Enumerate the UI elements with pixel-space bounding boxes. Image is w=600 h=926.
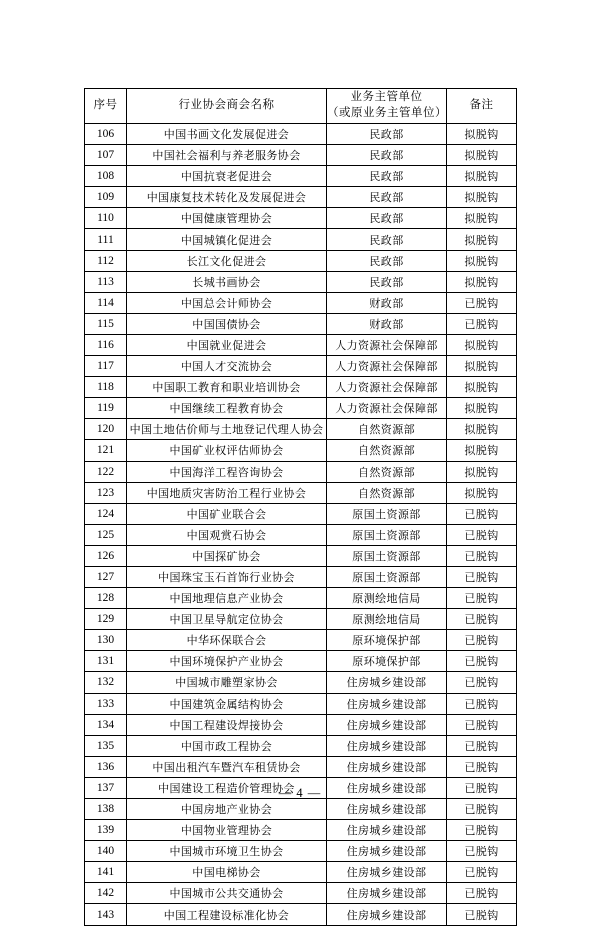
cell-note: 拟脱钩	[447, 145, 517, 166]
cell-note: 已脱钩	[447, 588, 517, 609]
column-header-name: 行业协会商会名称	[127, 89, 327, 124]
cell-no: 115	[85, 313, 127, 334]
cell-dept: 自然资源部	[327, 440, 447, 461]
table-body	[85, 124, 517, 926]
cell-note: 拟脱钩	[447, 334, 517, 355]
cell-note: 拟脱钩	[447, 377, 517, 398]
table-row	[85, 862, 517, 883]
cell-note: 拟脱钩	[447, 187, 517, 208]
cell-no: 137	[85, 777, 127, 798]
table-row	[85, 419, 517, 440]
cell-dept: 原国土资源部	[327, 503, 447, 524]
cell-no: 127	[85, 566, 127, 587]
cell-dept: 原环境保护部	[327, 630, 447, 651]
table-row	[85, 398, 517, 419]
cell-note: 已脱钩	[447, 524, 517, 545]
table-row	[85, 735, 517, 756]
cell-no: 143	[85, 904, 127, 925]
cell-name: 中国电梯协会	[127, 862, 327, 883]
cell-name: 中国卫星导航定位协会	[127, 609, 327, 630]
cell-dept: 住房城乡建设部	[327, 756, 447, 777]
table-row	[85, 250, 517, 271]
cell-dept: 人力资源社会保障部	[327, 334, 447, 355]
cell-dept: 住房城乡建设部	[327, 735, 447, 756]
cell-note: 已脱钩	[447, 904, 517, 925]
cell-name: 中国就业促进会	[127, 334, 327, 355]
table-row	[85, 271, 517, 292]
cell-note: 拟脱钩	[447, 124, 517, 145]
cell-no: 112	[85, 250, 127, 271]
cell-dept: 住房城乡建设部	[327, 714, 447, 735]
table-row	[85, 693, 517, 714]
cell-note: 拟脱钩	[447, 166, 517, 187]
table-row	[85, 756, 517, 777]
cell-dept: 住房城乡建设部	[327, 841, 447, 862]
cell-no: 108	[85, 166, 127, 187]
table-row	[85, 545, 517, 566]
cell-name: 中国城市环境卫生协会	[127, 841, 327, 862]
table-row	[85, 145, 517, 166]
cell-no: 129	[85, 609, 127, 630]
cell-no: 114	[85, 292, 127, 313]
cell-no: 109	[85, 187, 127, 208]
cell-note: 已脱钩	[447, 820, 517, 841]
table-row	[85, 440, 517, 461]
cell-name: 中国康复技术转化及发展促进会	[127, 187, 327, 208]
cell-note: 已脱钩	[447, 630, 517, 651]
table-row	[85, 841, 517, 862]
cell-name: 中国矿业权评估师协会	[127, 440, 327, 461]
cell-dept: 原测绘地信局	[327, 588, 447, 609]
cell-note: 已脱钩	[447, 313, 517, 334]
cell-no: 113	[85, 271, 127, 292]
table-row	[85, 461, 517, 482]
cell-name: 中国城市雕塑家协会	[127, 672, 327, 693]
page-number: — 4 —	[278, 786, 322, 800]
cell-name: 中国地质灾害防治工程行业协会	[127, 482, 327, 503]
cell-name: 中国抗衰老促进会	[127, 166, 327, 187]
cell-no: 138	[85, 799, 127, 820]
cell-dept: 民政部	[327, 124, 447, 145]
cell-dept: 住房城乡建设部	[327, 777, 447, 798]
cell-no: 122	[85, 461, 127, 482]
cell-name: 中国工程建设标准化协会	[127, 904, 327, 925]
cell-name: 中国城市公共交通协会	[127, 883, 327, 904]
cell-name: 中国珠宝玉石首饰行业协会	[127, 566, 327, 587]
table-row	[85, 503, 517, 524]
cell-note: 已脱钩	[447, 714, 517, 735]
cell-name: 中国建设工程造价管理协会	[127, 777, 327, 798]
cell-note: 已脱钩	[447, 693, 517, 714]
cell-no: 118	[85, 377, 127, 398]
cell-dept: 人力资源社会保障部	[327, 356, 447, 377]
cell-name: 长江文化促进会	[127, 250, 327, 271]
cell-dept: 住房城乡建设部	[327, 672, 447, 693]
table-row	[85, 524, 517, 545]
cell-note: 已脱钩	[447, 609, 517, 630]
cell-note: 已脱钩	[447, 292, 517, 313]
cell-dept: 民政部	[327, 187, 447, 208]
cell-name: 长城书画协会	[127, 271, 327, 292]
cell-no: 135	[85, 735, 127, 756]
table-row	[85, 166, 517, 187]
cell-dept: 民政部	[327, 229, 447, 250]
cell-name: 中国房地产业协会	[127, 799, 327, 820]
cell-note: 拟脱钩	[447, 271, 517, 292]
table-header-row	[85, 89, 517, 124]
column-header-note: 备注	[447, 89, 517, 124]
table-row	[85, 356, 517, 377]
cell-no: 121	[85, 440, 127, 461]
cell-dept: 住房城乡建设部	[327, 820, 447, 841]
cell-dept: 原国土资源部	[327, 545, 447, 566]
cell-name: 中国土地估价师与土地登记代理人协会	[127, 419, 327, 440]
cell-dept: 民政部	[327, 208, 447, 229]
table-row	[85, 672, 517, 693]
cell-no: 126	[85, 545, 127, 566]
cell-name: 中国建筑金属结构协会	[127, 693, 327, 714]
cell-name: 中国探矿协会	[127, 545, 327, 566]
cell-no: 132	[85, 672, 127, 693]
cell-no: 141	[85, 862, 127, 883]
cell-note: 已脱钩	[447, 545, 517, 566]
cell-name: 中国健康管理协会	[127, 208, 327, 229]
cell-dept: 原环境保护部	[327, 651, 447, 672]
cell-name: 中国地理信息产业协会	[127, 588, 327, 609]
cell-no: 131	[85, 651, 127, 672]
cell-dept: 原国土资源部	[327, 566, 447, 587]
cell-name: 中国人才交流协会	[127, 356, 327, 377]
cell-dept: 民政部	[327, 145, 447, 166]
cell-dept: 住房城乡建设部	[327, 862, 447, 883]
cell-no: 130	[85, 630, 127, 651]
cell-name: 中国书画文化发展促进会	[127, 124, 327, 145]
cell-dept: 民政部	[327, 271, 447, 292]
cell-dept: 原测绘地信局	[327, 609, 447, 630]
cell-name: 中国继续工程教育协会	[127, 398, 327, 419]
cell-name: 中国市政工程协会	[127, 735, 327, 756]
cell-note: 已脱钩	[447, 566, 517, 587]
table-row	[85, 124, 517, 145]
cell-name: 中华环保联合会	[127, 630, 327, 651]
cell-note: 已脱钩	[447, 503, 517, 524]
table-row	[85, 588, 517, 609]
column-header-dept	[327, 89, 447, 124]
cell-name: 中国物业管理协会	[127, 820, 327, 841]
cell-dept: 原国土资源部	[327, 524, 447, 545]
cell-note: 拟脱钩	[447, 398, 517, 419]
cell-dept: 住房城乡建设部	[327, 883, 447, 904]
cell-dept: 自然资源部	[327, 461, 447, 482]
table-row	[85, 377, 517, 398]
column-header-dept-line1: 业务主管单位	[350, 91, 423, 104]
table-row	[85, 566, 517, 587]
cell-note: 拟脱钩	[447, 250, 517, 271]
cell-dept: 民政部	[327, 250, 447, 271]
table-row	[85, 820, 517, 841]
cell-no: 120	[85, 419, 127, 440]
column-header-no: 序号	[85, 89, 127, 124]
cell-note: 已脱钩	[447, 735, 517, 756]
cell-note: 已脱钩	[447, 799, 517, 820]
cell-note: 拟脱钩	[447, 356, 517, 377]
cell-note: 拟脱钩	[447, 440, 517, 461]
cell-name: 中国工程建设焊接协会	[127, 714, 327, 735]
table-row	[85, 799, 517, 820]
table-row	[85, 187, 517, 208]
cell-note: 拟脱钩	[447, 461, 517, 482]
cell-name: 中国城镇化促进会	[127, 229, 327, 250]
cell-note: 已脱钩	[447, 756, 517, 777]
table-row	[85, 714, 517, 735]
cell-no: 136	[85, 756, 127, 777]
cell-dept: 自然资源部	[327, 419, 447, 440]
cell-no: 142	[85, 883, 127, 904]
cell-note: 已脱钩	[447, 883, 517, 904]
table-row	[85, 651, 517, 672]
cell-dept: 民政部	[327, 166, 447, 187]
cell-dept: 住房城乡建设部	[327, 693, 447, 714]
cell-no: 107	[85, 145, 127, 166]
cell-note: 拟脱钩	[447, 229, 517, 250]
cell-name: 中国国债协会	[127, 313, 327, 334]
column-header-dept-line2: （或原业务主管单位）	[327, 107, 447, 119]
cell-name: 中国观赏石协会	[127, 524, 327, 545]
table-row	[85, 904, 517, 925]
cell-note: 已脱钩	[447, 862, 517, 883]
cell-name: 中国职工教育和职业培训协会	[127, 377, 327, 398]
table-row	[85, 630, 517, 651]
table-row	[85, 292, 517, 313]
cell-no: 125	[85, 524, 127, 545]
cell-name: 中国出租汽车暨汽车租赁协会	[127, 756, 327, 777]
cell-no: 116	[85, 334, 127, 355]
cell-no: 139	[85, 820, 127, 841]
cell-no: 117	[85, 356, 127, 377]
table-row	[85, 229, 517, 250]
cell-no: 140	[85, 841, 127, 862]
cell-name: 中国环境保护产业协会	[127, 651, 327, 672]
cell-no: 119	[85, 398, 127, 419]
cell-name: 中国社会福利与养老服务协会	[127, 145, 327, 166]
table-row	[85, 609, 517, 630]
cell-note: 拟脱钩	[447, 208, 517, 229]
cell-no: 128	[85, 588, 127, 609]
cell-no: 123	[85, 482, 127, 503]
cell-note: 拟脱钩	[447, 419, 517, 440]
cell-no: 110	[85, 208, 127, 229]
cell-note: 已脱钩	[447, 841, 517, 862]
table-row	[85, 482, 517, 503]
table-row	[85, 883, 517, 904]
cell-note: 已脱钩	[447, 672, 517, 693]
cell-no: 134	[85, 714, 127, 735]
cell-note: 已脱钩	[447, 651, 517, 672]
cell-name: 中国矿业联合会	[127, 503, 327, 524]
cell-note: 已脱钩	[447, 777, 517, 798]
cell-no: 111	[85, 229, 127, 250]
cell-dept: 财政部	[327, 292, 447, 313]
cell-note: 拟脱钩	[447, 482, 517, 503]
cell-dept: 人力资源社会保障部	[327, 398, 447, 419]
cell-no: 133	[85, 693, 127, 714]
table-header	[85, 89, 517, 124]
table-row	[85, 208, 517, 229]
cell-name: 中国总会计师协会	[127, 292, 327, 313]
cell-dept: 住房城乡建设部	[327, 904, 447, 925]
cell-dept: 自然资源部	[327, 482, 447, 503]
cell-dept: 财政部	[327, 313, 447, 334]
cell-name: 中国海洋工程咨询协会	[127, 461, 327, 482]
cell-dept: 住房城乡建设部	[327, 799, 447, 820]
cell-dept: 人力资源社会保障部	[327, 377, 447, 398]
cell-no: 124	[85, 503, 127, 524]
table-row	[85, 334, 517, 355]
table-row	[85, 313, 517, 334]
cell-no: 106	[85, 124, 127, 145]
